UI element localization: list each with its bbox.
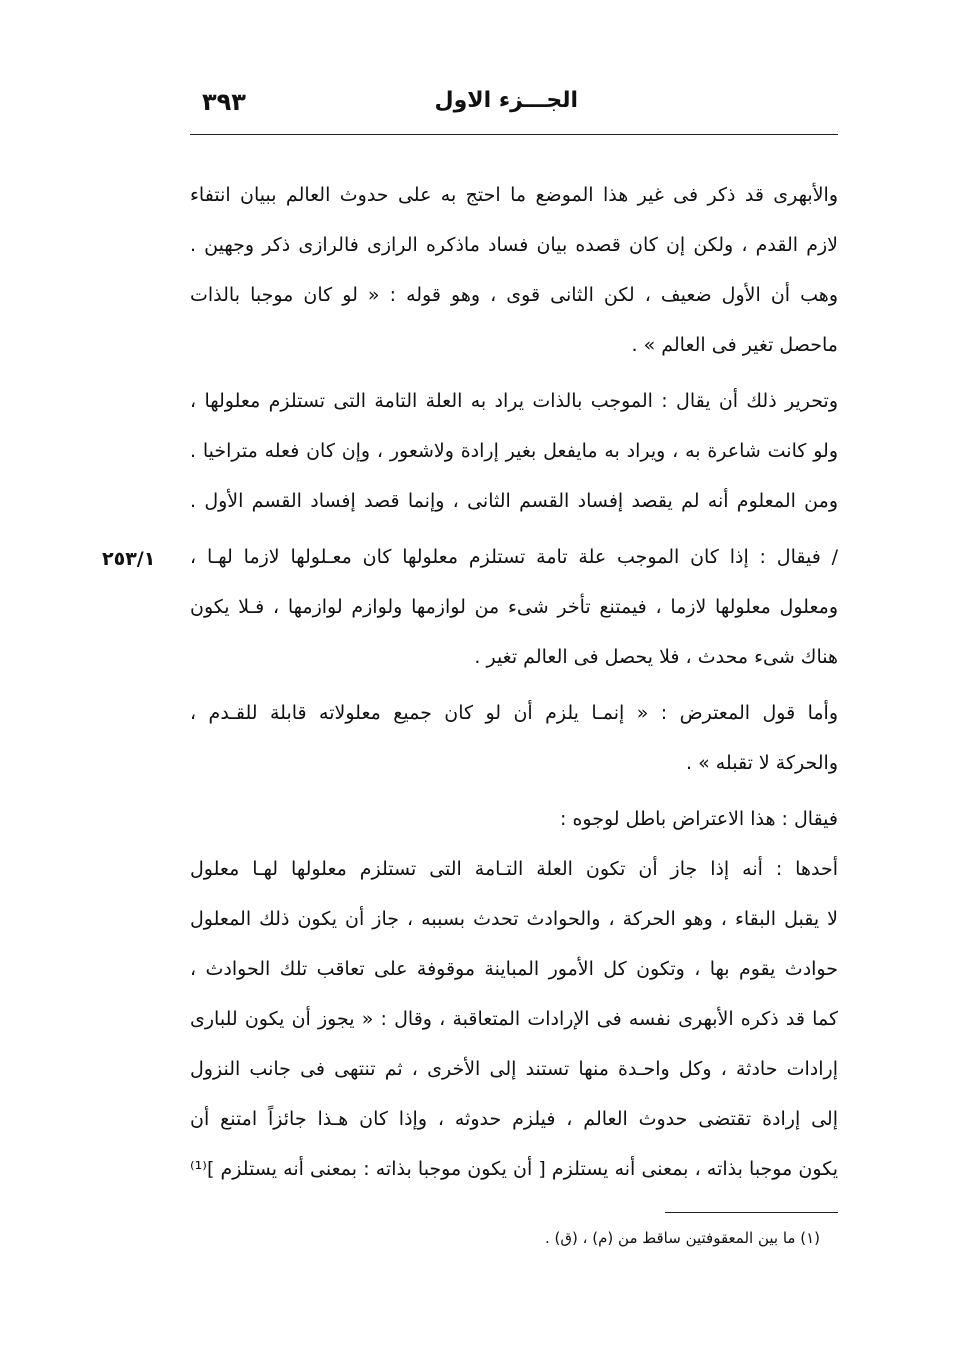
text-line: حوادث يقوم بها ، وتكون كل الأمور المباينة موقوفة على تعاقب تلك الحوادث ، [190,958,838,980]
body-text [190,170,838,1194]
page-header [190,80,838,136]
text-line: ومعلول معلولها لازما ، فيمتنع تأخر شىء من لوازمها ولوازم لوازمها ، فـلا يكون [190,596,838,618]
text-line: هناك شىء محدث ، فلا يحصل فى العالم تغير . [474,646,838,668]
page-number: ٣٩٣ [202,88,246,116]
text-line: والأبهرى قد ذكر فى غير هذا الموضع ما احتج به على حدوث العالم ببيان انتفاء [190,184,838,206]
text-line: ولو كانت شاعرة به ، ويراد به مايفعل بغير إرادة ولاشعور ، وإن كان فعله متراخيا . [190,440,838,462]
text-line: ومن المعلوم أنه لم يقصد إفساد القسم الثانى ، وإنما قصد إفساد القسم الأول . [190,490,838,512]
text-line: ماحصل تغير فى العالم » . [631,334,838,356]
text-line: إرادات حادثة ، وكل واحـدة منها تستند إلى الأخرى ، ثم تنتهى فى جانب النزول [190,1058,838,1080]
text-line: يكون موجبا بذاته ، بمعنى أنه يستلزم [ أن يكون موجبا بذاته : بمعنى أنه يستلزم ]⁽¹⁾ [190,1158,838,1180]
text-line: / فيقال : إذا كان الموجب علة تامة تستلزم معلولها كان معـلولها لازما لهـا ، [190,546,838,568]
text-line: لازم القدم ، ولكن إن كان قصده بيان فساد ماذكره الرازى فالرازى ذكر وجهين . [190,234,838,256]
text-line: والحركة لا تقبله » . [686,752,838,774]
text-line: وهب أن الأول ضعيف ، لكن الثانى قوى ، وهو قوله : « لو كان موجبا بالذات [190,284,838,306]
text-line: كما قد ذكره الأبهرى نفسه فى الإرادات المتعاقبة ، وقال : « يجوز أن يكون للبارى [190,1008,838,1030]
footnote: (١) ما بين المعقوفتين ساقط من (م) ، (ق) . [545,1229,820,1247]
text-line: فيقال : هذا الاعتراض باطل لوجوه : [560,808,838,830]
text-line: لا يقبل البقاء ، وهو الحركة ، والحوادث تحدث بسببه ، جاز أن يكون ذلك المعلول [190,908,838,930]
running-title: الجـــزء الاول [434,88,578,113]
footnote-rule [665,1212,838,1213]
text-line: وتحرير ذلك أن يقال : الموجب بالذات يراد به العلة التامة التى تستلزم معلولها ، [190,390,838,412]
text-line: وأما قول المعترض : « إنمـا يلزم أن لو كان جميع معلولاته قابلة للقـدم ، [190,702,838,724]
header-rule [190,134,838,135]
margin-reference: ٢٥٣/١ [102,548,156,570]
text-line: أحدها : أنه إذا جاز أن تكون العلة التـامة التى تستلزم معلولها لهـا معلول [190,858,838,880]
text-line: إلى إرادة تقتضى حدوث العالم ، فيلزم حدوثه ، وإذا كان هـذا جائزاً امتنع أن [190,1108,838,1130]
